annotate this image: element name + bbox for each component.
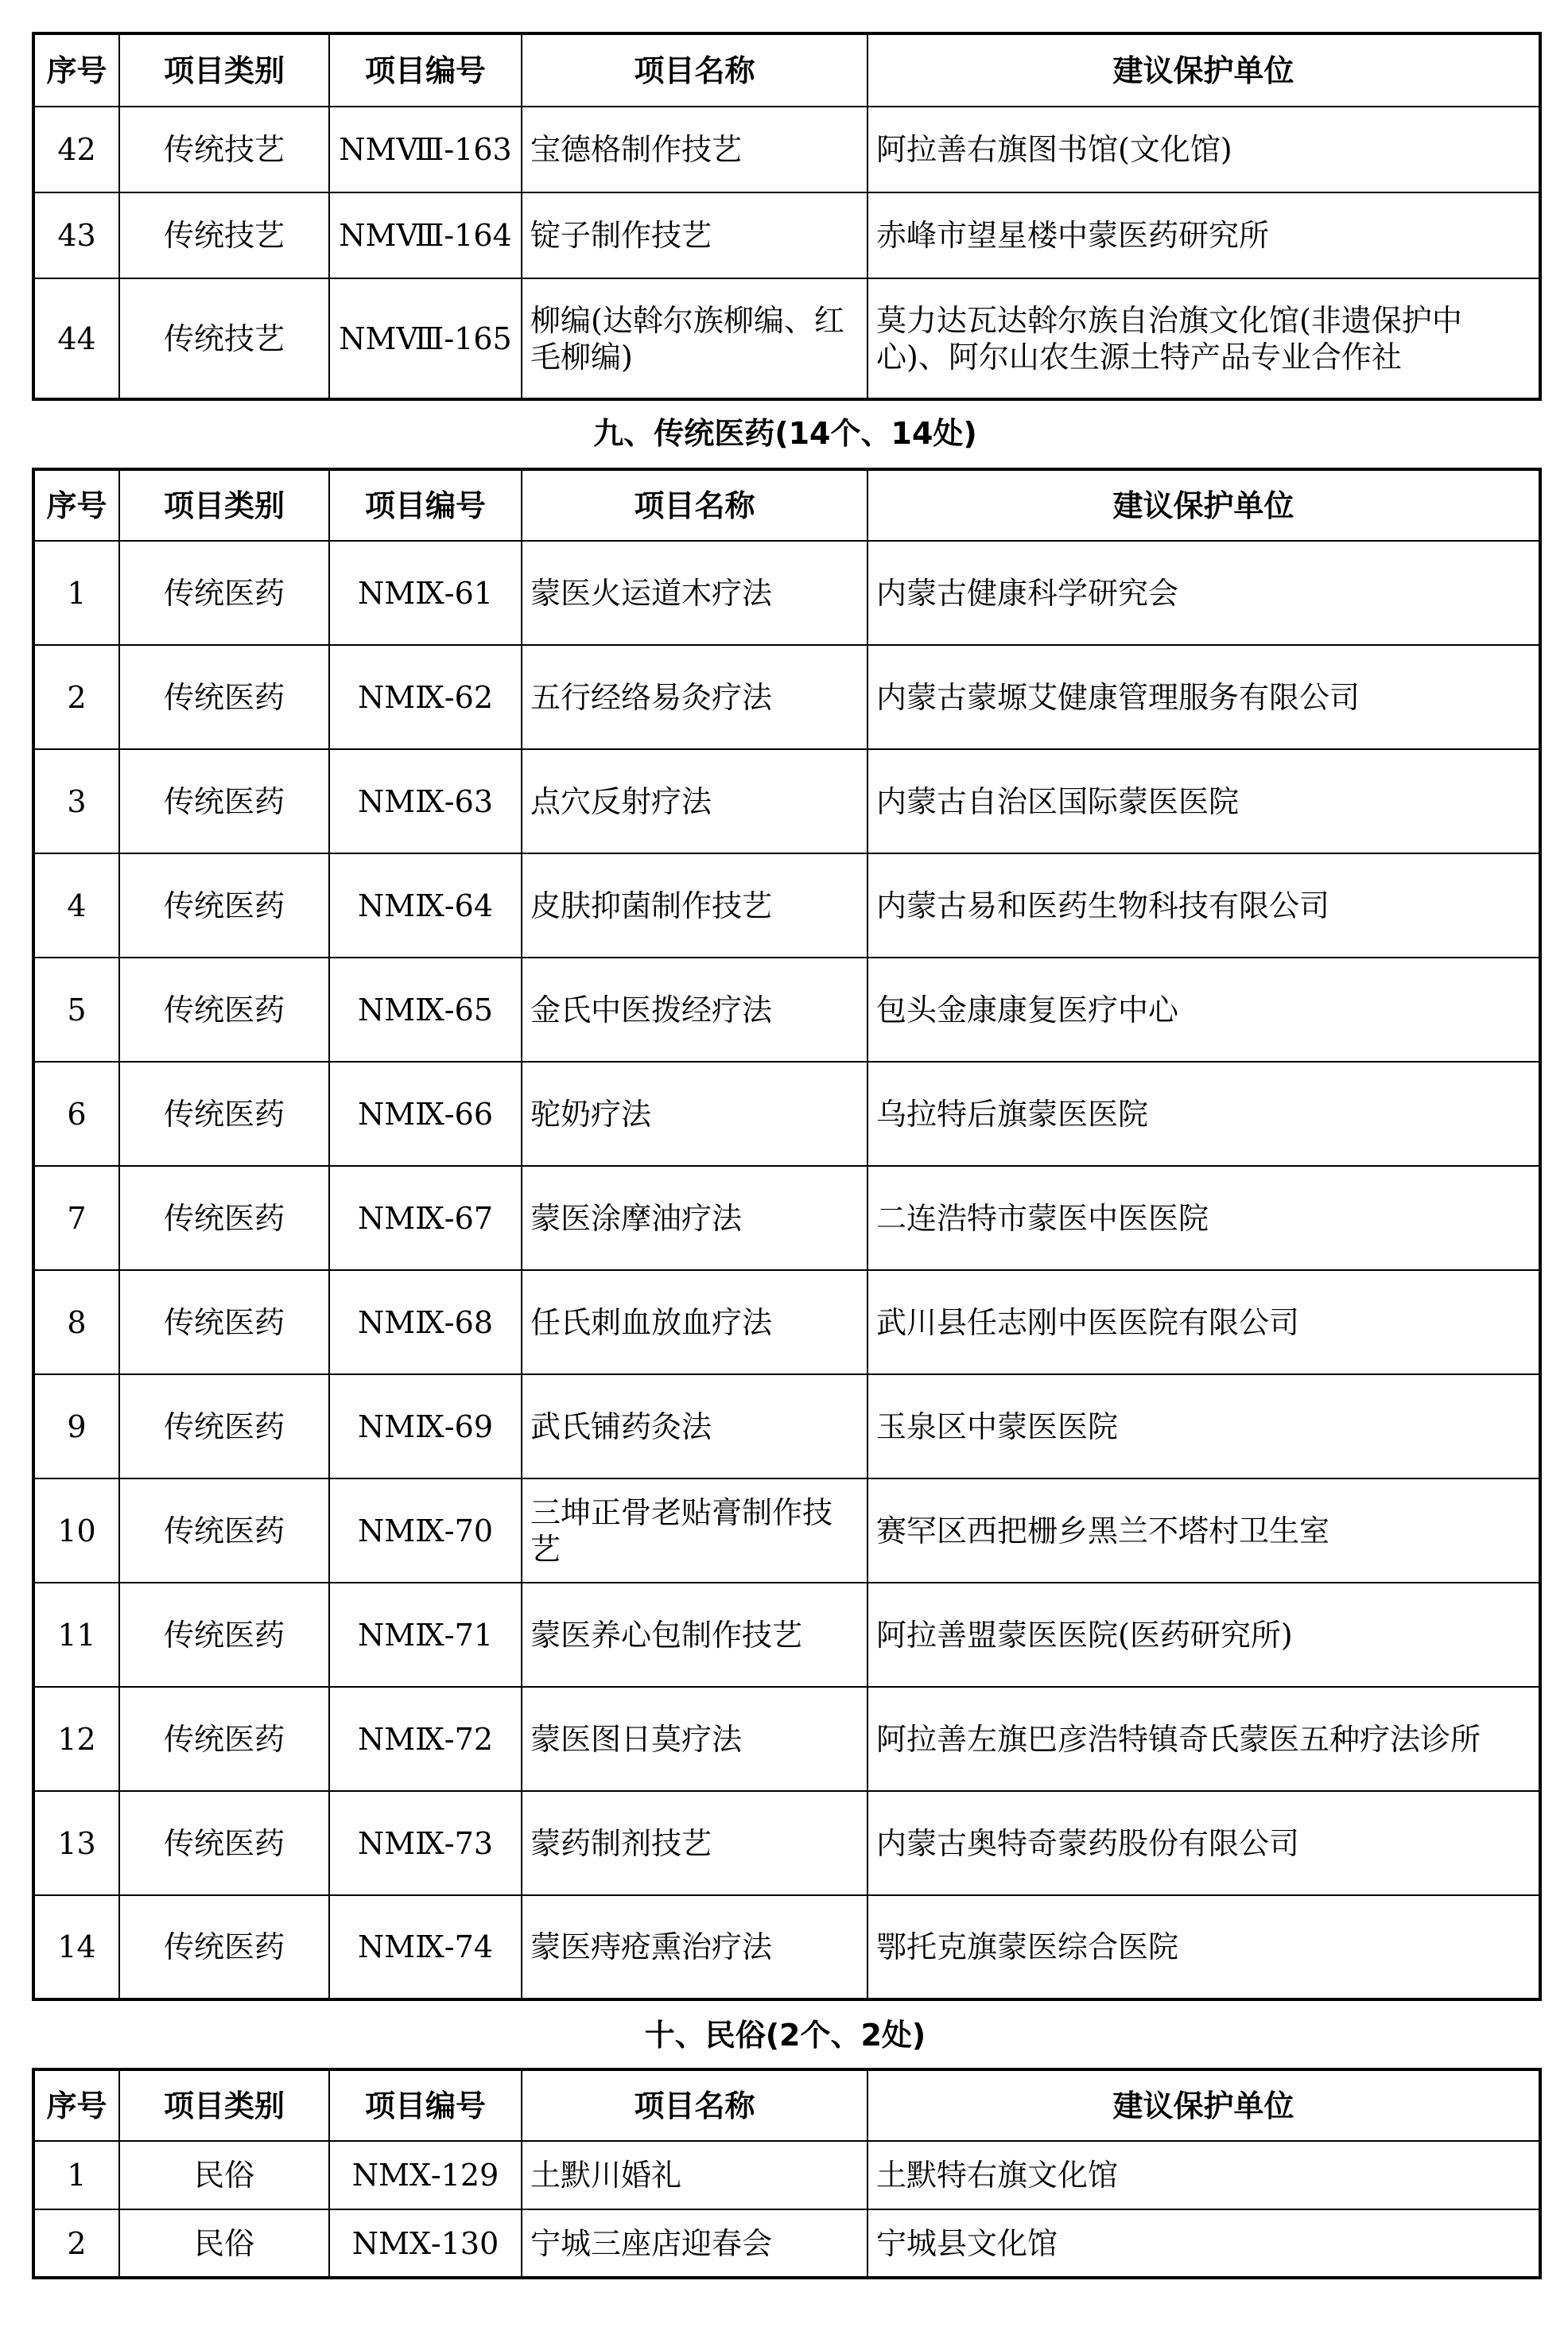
- cell-category: 传统医药: [119, 541, 329, 645]
- cell-no: 7: [33, 1166, 119, 1270]
- section-title-folk-customs: 十、民俗(2个、2处): [644, 2018, 926, 2053]
- cell-name: 柳编(达斡尔族柳编、红毛柳编): [522, 278, 867, 399]
- cell-name: 锭子制作技艺: [522, 192, 867, 278]
- table-row: [33, 1270, 1540, 1374]
- cell-name: 蒙医涂摩油疗法: [522, 1166, 867, 1270]
- cell-code: NMⅨ-61: [329, 541, 522, 645]
- cell-unit: 内蒙古自治区国际蒙医医院: [867, 749, 1540, 853]
- cell-category: 传统医药: [119, 1374, 329, 1478]
- header-code: 项目编号: [329, 33, 522, 107]
- cell-no: 12: [33, 1687, 119, 1791]
- cell-no: 13: [33, 1791, 119, 1895]
- cell-code: NMⅨ-63: [329, 749, 522, 853]
- cell-category: 传统医药: [119, 1478, 329, 1583]
- cell-no: 1: [33, 541, 119, 645]
- cell-unit: 内蒙古奥特奇蒙药股份有限公司: [867, 1791, 1540, 1895]
- cell-code: NMⅨ-65: [329, 958, 522, 1062]
- cell-category: 传统医药: [119, 645, 329, 749]
- table-row: [33, 645, 1540, 749]
- cell-unit: 阿拉善左旗巴彦浩特镇奇氏蒙医五种疗法诊所: [867, 1687, 1540, 1791]
- table-row: [33, 1374, 1540, 1478]
- cell-name: 三坤正骨老贴膏制作技艺: [522, 1478, 867, 1583]
- cell-unit: 阿拉善盟蒙医医院(医药研究所): [867, 1583, 1540, 1687]
- cell-no: 6: [33, 1062, 119, 1166]
- table-row: [33, 1166, 1540, 1270]
- table-row: [33, 2209, 1540, 2278]
- cell-unit: 二连浩特市蒙医中医医院: [867, 1166, 1540, 1270]
- cell-no: 10: [33, 1478, 119, 1583]
- header-category: 项目类别: [119, 469, 329, 541]
- cell-category: 传统技艺: [119, 192, 329, 278]
- cell-no: 3: [33, 749, 119, 853]
- header-name: 项目名称: [522, 33, 867, 107]
- cell-code: NMⅨ-67: [329, 1166, 522, 1270]
- cell-name: 蒙医火运道木疗法: [522, 541, 867, 645]
- cell-category: 传统医药: [119, 1270, 329, 1374]
- cell-category: 传统医药: [119, 1166, 329, 1270]
- cell-name: 宝德格制作技艺: [522, 107, 867, 192]
- cell-code: NMⅨ-73: [329, 1791, 522, 1895]
- cell-name: 驼奶疗法: [522, 1062, 867, 1166]
- table-header-row: [33, 469, 1540, 541]
- cell-no: 43: [33, 192, 119, 278]
- cell-no: 5: [33, 958, 119, 1062]
- header-no: 序号: [33, 2069, 119, 2141]
- header-category: 项目类别: [119, 2069, 329, 2141]
- table-header-row: [33, 33, 1540, 107]
- cell-unit: 内蒙古蒙塬艾健康管理服务有限公司: [867, 645, 1540, 749]
- cell-code: NMⅨ-74: [329, 1895, 522, 1999]
- cell-name: 任氏刺血放血疗法: [522, 1270, 867, 1374]
- cell-category: 传统医药: [119, 1583, 329, 1687]
- cell-unit: 宁城县文化馆: [867, 2209, 1540, 2278]
- cell-no: 1: [33, 2141, 119, 2209]
- cell-category: 民俗: [119, 2209, 329, 2278]
- cell-unit: 赛罕区西把栅乡黑兰不塔村卫生室: [867, 1478, 1540, 1583]
- header-name: 项目名称: [522, 469, 867, 541]
- cell-unit: 赤峰市望星楼中蒙医药研究所: [867, 192, 1540, 278]
- table-row: [33, 278, 1540, 399]
- cell-category: 传统医药: [119, 1791, 329, 1895]
- table-folk-customs: [32, 2068, 1542, 2279]
- cell-code: NMⅩ-129: [329, 2141, 522, 2209]
- table-row: [33, 1583, 1540, 1687]
- header-no: 序号: [33, 469, 119, 541]
- cell-no: 14: [33, 1895, 119, 1999]
- cell-unit: 莫力达瓦达斡尔族自治旗文化馆(非遗保护中心)、阿尔山农生源土特产品专业合作社: [867, 278, 1540, 399]
- cell-name: 蒙医痔疮熏治疗法: [522, 1895, 867, 1999]
- cell-unit: 土默特右旗文化馆: [867, 2141, 1540, 2209]
- cell-name: 蒙医图日莫疗法: [522, 1687, 867, 1791]
- cell-no: 8: [33, 1270, 119, 1374]
- cell-unit: 玉泉区中蒙医医院: [867, 1374, 1540, 1478]
- header-unit: 建议保护单位: [867, 33, 1540, 107]
- cell-code: NMⅨ-62: [329, 645, 522, 749]
- cell-code: NMⅧ-164: [329, 192, 522, 278]
- cell-name: 宁城三座店迎春会: [522, 2209, 867, 2278]
- cell-code: NMⅨ-66: [329, 1062, 522, 1166]
- table-row: [33, 1478, 1540, 1583]
- cell-unit: 乌拉特后旗蒙医医院: [867, 1062, 1540, 1166]
- table-row: [33, 958, 1540, 1062]
- cell-code: NMⅨ-71: [329, 1583, 522, 1687]
- cell-code: NMⅧ-165: [329, 278, 522, 399]
- cell-category: 传统技艺: [119, 107, 329, 192]
- header-name: 项目名称: [522, 2069, 867, 2141]
- cell-no: 11: [33, 1583, 119, 1687]
- table-row: [33, 192, 1540, 278]
- cell-code: NMⅧ-163: [329, 107, 522, 192]
- table-row: [33, 1791, 1540, 1895]
- cell-name: 点穴反射疗法: [522, 749, 867, 853]
- cell-name: 皮肤抑菌制作技艺: [522, 853, 867, 958]
- table-row: [33, 2141, 1540, 2209]
- cell-no: 42: [33, 107, 119, 192]
- table-row: [33, 1895, 1540, 1999]
- cell-unit: 武川县任志刚中医医院有限公司: [867, 1270, 1540, 1374]
- cell-code: NMⅨ-70: [329, 1478, 522, 1583]
- cell-unit: 内蒙古易和医药生物科技有限公司: [867, 853, 1540, 958]
- cell-category: 传统医药: [119, 1687, 329, 1791]
- cell-no: 4: [33, 853, 119, 958]
- cell-category: 传统医药: [119, 1062, 329, 1166]
- table-row: [33, 749, 1540, 853]
- table-row: [33, 853, 1540, 958]
- table-row: [33, 541, 1540, 645]
- cell-name: 武氏铺药灸法: [522, 1374, 867, 1478]
- header-code: 项目编号: [329, 469, 522, 541]
- cell-name: 金氏中医拨经疗法: [522, 958, 867, 1062]
- section-title-traditional-medicine: 九、传统医药(14个、14处): [593, 416, 977, 451]
- cell-no: 9: [33, 1374, 119, 1478]
- table-row: [33, 107, 1540, 192]
- cell-no: 2: [33, 645, 119, 749]
- cell-category: 民俗: [119, 2141, 329, 2209]
- table-row: [33, 1062, 1540, 1166]
- cell-category: 传统医药: [119, 749, 329, 853]
- cell-unit: 包头金康康复医疗中心: [867, 958, 1540, 1062]
- cell-category: 传统医药: [119, 1895, 329, 1999]
- header-category: 项目类别: [119, 33, 329, 107]
- header-no: 序号: [33, 33, 119, 107]
- cell-code: NMⅩ-130: [329, 2209, 522, 2278]
- table-traditional-crafts: [32, 32, 1542, 401]
- header-unit: 建议保护单位: [867, 2069, 1540, 2141]
- cell-code: NMⅨ-68: [329, 1270, 522, 1374]
- cell-code: NMⅨ-64: [329, 853, 522, 958]
- header-code: 项目编号: [329, 2069, 522, 2141]
- cell-code: NMⅨ-69: [329, 1374, 522, 1478]
- cell-name: 蒙药制剂技艺: [522, 1791, 867, 1895]
- cell-code: NMⅨ-72: [329, 1687, 522, 1791]
- table-header-row: [33, 2069, 1540, 2141]
- table-traditional-medicine: [32, 468, 1542, 2001]
- cell-name: 蒙医养心包制作技艺: [522, 1583, 867, 1687]
- table-row: [33, 1687, 1540, 1791]
- cell-no: 2: [33, 2209, 119, 2278]
- cell-unit: 阿拉善右旗图书馆(文化馆): [867, 107, 1540, 192]
- cell-unit: 鄂托克旗蒙医综合医院: [867, 1895, 1540, 1999]
- cell-unit: 内蒙古健康科学研究会: [867, 541, 1540, 645]
- header-unit: 建议保护单位: [867, 469, 1540, 541]
- cell-category: 传统医药: [119, 958, 329, 1062]
- cell-name: 五行经络易灸疗法: [522, 645, 867, 749]
- cell-no: 44: [33, 278, 119, 399]
- cell-category: 传统技艺: [119, 278, 329, 399]
- cell-category: 传统医药: [119, 853, 329, 958]
- cell-name: 土默川婚礼: [522, 2141, 867, 2209]
